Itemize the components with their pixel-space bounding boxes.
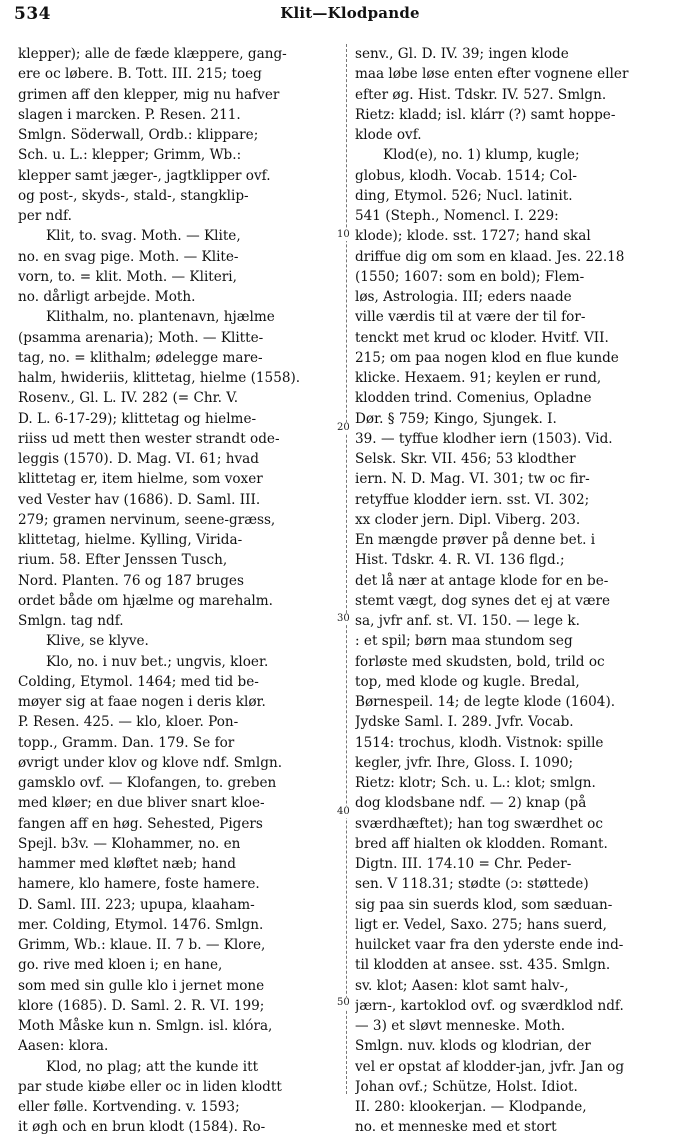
text-line: bred aff hialten ok klodden. Romant. (355, 835, 608, 852)
entry-start-line: Klive, se klyve. (46, 633, 149, 650)
text-line: globus, klodh. Vocab. 1514; Col- (355, 167, 578, 184)
text-line: per ndf. (18, 208, 72, 224)
text-line: hammer med kløftet næb; hand (18, 856, 237, 872)
text-line: klode ovf. (355, 127, 422, 143)
text-line: Digtn. III. 174.10 = Chr. Peder- (355, 856, 572, 872)
text-line: løs, Astrologia. III; eders naade (355, 289, 572, 305)
entry-start-line: Klod, no plag; att the kunde itt (46, 1058, 259, 1075)
text-line: huilcket vaar fra den yderste ende ind- (355, 937, 624, 953)
text-line: stemt vægt, dog synes det ej at være (355, 592, 611, 609)
text-line: 541 (Steph., Nomencl. I. 229: (355, 208, 559, 224)
text-line: 279; gramen nervinum, seene-græss, (18, 511, 276, 528)
text-line: vorn, to. = klit. Moth. — Kliteri, (18, 268, 237, 285)
text-line: (psamma arenaria); Moth. — Klitte- (18, 329, 264, 346)
text-line: D. Saml. III. 223; upupa, klaaham- (18, 896, 255, 913)
text-line: no. dårligt arbejde. Moth. (18, 289, 196, 305)
text-line: senv., Gl. D. IV. 39; ingen klode (355, 46, 569, 62)
entry-start-line: Klit, to. svag. Moth. — Klite, (46, 228, 241, 245)
text-line: 215; om paa nogen klod en flue kunde (355, 349, 619, 366)
text-line: P. Resen. 425. — klo, kloer. Pon- (18, 714, 239, 731)
text-line: Rosenv., Gl. L. IV. 282 (= Chr. V. (18, 390, 239, 407)
text-line: no. et menneske med et stort (355, 1119, 557, 1136)
text-line: kegler, jvfr. Ihre, Gloss. I. 1090; (355, 754, 574, 771)
text-line: Aasen: klora. (18, 1038, 109, 1055)
text-line: leggis (1570). D. Mag. VI. 61; hvad (18, 451, 259, 467)
text-line: jærn-, kartoklod ovf. og sværdklod ndf. (355, 997, 624, 1014)
text-line: klode); klode. sst. 1727; hand skal (355, 228, 591, 245)
text-line: Spejl. b3v. — Klohammer, no. en (18, 835, 241, 852)
text-line: Sch. u. L.: klepper; Grimm, Wb.: (18, 147, 242, 164)
text-line: D. L. 6-17-29); klittetag og hielme- (18, 410, 257, 427)
text-line: retyffue klodder iern. sst. VI. 302; (355, 491, 590, 508)
text-line: Rietz: klotr; Sch. u. L.: klot; smlgn. (355, 775, 596, 791)
text-line: ville værdis til at være der til for- (355, 309, 586, 326)
text-line: ligt er. Vedel, Saxo. 275; hans suerd, (355, 916, 607, 933)
left-column (18, 44, 336, 1138)
text-line: ordet både om hjælme og marehalm. (18, 592, 273, 609)
line-number-marker: 30 (337, 613, 357, 625)
text-line: mer. Colding, Etymol. 1476. Smlgn. (18, 916, 264, 933)
text-line: Moth Måske kun n. Smlgn. isl. klóra, (18, 1018, 273, 1034)
text-line: tag, no. = klithalm; ødelegge mare- (18, 349, 263, 366)
text-line: En mængde prøver på denne bet. i (355, 532, 596, 548)
text-line: og post-, skyds-, stald-, stangklip- (18, 187, 249, 204)
text-line: gamsklo ovf. — Klofangen, to. greben (18, 775, 277, 791)
text-line: som med sin gulle klo i jernet mone (18, 977, 265, 994)
line-number-marker: 20 (337, 422, 357, 434)
text-line: møyer sig at faae nogen i deris klør. (18, 694, 266, 710)
text-line: ere oc løbere. B. Tott. III. 215; toeg (18, 66, 262, 83)
page-number: 534 (14, 4, 51, 24)
text-line: driffue dig om som en klaad. Jes. 22.18 (355, 248, 625, 265)
text-line: Colding, Etymol. 1464; med tid be- (18, 673, 259, 690)
text-line: grimen aff den klepper, mig nu hafver (18, 86, 280, 103)
text-line: Jydske Saml. I. 289. Jvfr. Vocab. (355, 714, 574, 731)
text-line: sværdhæftet); han tog swærdhet oc (355, 815, 603, 832)
text-line: klore (1685). D. Saml. 2. R. VI. 199; (18, 997, 265, 1014)
text-line: Hist. Tdskr. 4. R. VI. 136 flgd.; (355, 552, 565, 569)
text-line: xx cloder jern. Dipl. Viberg. 203. (355, 511, 581, 528)
line-number-marker: 40 (337, 806, 357, 818)
text-line: Dør. § 759; Kingo, Sjungek. I. (355, 410, 557, 427)
entry-start-line: Klod(e), no. 1) klump, kugle; (383, 147, 580, 164)
text-line: go. rive med kloen i; en hane, (18, 957, 223, 974)
text-line: fangen aff en høg. Sehested, Pigers (18, 815, 263, 832)
running-head: Klit—Klodpande (280, 4, 420, 22)
text-line: II. 280: klookerjan. — Klodpande, (355, 1099, 587, 1115)
text-line: sa, jvfr anf. st. VI. 150. — lege k. (355, 613, 580, 629)
entry-start-line: Klo, no. i nuv bet.; ungvis, kloer. (46, 653, 269, 670)
right-column (355, 44, 681, 1138)
text-line: klodden trind. Comenius, Opladne (355, 390, 592, 407)
text-line: 1514: trochus, klodh. Vistnok: spille (355, 734, 604, 751)
text-line: top, med klode og kugle. Bredal, (355, 673, 580, 690)
text-line: 39. — tyffue klodher iern (1503). Vid. (355, 430, 613, 447)
text-line: klicke. Hexaem. 91; keylen er rund, (355, 370, 602, 386)
text-line: vel er opstat af klodder-jan, jvfr. Jan og (355, 1058, 625, 1075)
text-line: tenckt met krud oc kloder. Hvitf. VII. (355, 329, 609, 346)
text-line: it øgh och en brun klodt (1584). Ro- (18, 1119, 266, 1136)
text-line: til klodden at ansee. sst. 435. Smlgn. (355, 957, 611, 974)
text-line: forløste med skudsten, bold, trild oc (355, 653, 605, 670)
text-line: sv. klot; Aasen: klot samt halv-, (355, 977, 569, 994)
text-line: øvrigt under klov og klove ndf. Smlgn. (18, 754, 283, 771)
text-line: maa løbe løse enten efter vognene eller (355, 66, 629, 83)
text-line: Smlgn. nuv. klods og klodrian, der (355, 1038, 591, 1055)
text-line: Børnespeil. 14; de legte klode (1604). (355, 694, 616, 710)
text-line: klepper); alle de fæde klæppere, gang- (18, 46, 287, 62)
text-line: dog klodsbane ndf. — 2) knap (på (355, 795, 587, 812)
text-line: hamere, klo hamere, foste hamere. (18, 876, 260, 893)
text-line: eller følle. Kortvending. v. 1593; (18, 1099, 240, 1115)
text-line: rium. 58. Efter Jenssen Tusch, (18, 552, 228, 569)
line-number-marker: 10 (337, 229, 357, 241)
text-line: Johan ovf.; Schütze, Holst. Idiot. (355, 1078, 578, 1095)
text-line: Nord. Planten. 76 og 187 bruges (18, 572, 244, 589)
text-line: (1550; 1607: som en bold); Flem- (355, 268, 585, 285)
text-line: topp., Gramm. Dan. 179. Se for (18, 734, 235, 751)
text-line: klittetag er, item hielme, som voxer (18, 471, 263, 488)
text-line: Selsk. Skr. VII. 456; 53 klodther (355, 451, 576, 467)
text-line: slagen i marcken. P. Resen. 211. (18, 106, 241, 123)
text-line: halm, hwideriis, klittetag, hielme (1558). (18, 370, 301, 386)
column-divider (346, 44, 348, 1094)
text-line: ding, Etymol. 526; Nucl. latinit. (355, 187, 573, 204)
text-line: sen. V 118.31; stødte (ɔ: støttede) (355, 876, 589, 893)
text-line: riiss ud mett then wester strandt ode- (18, 430, 280, 447)
text-line: sig paa sin suerds klod, som sæduan- (355, 896, 613, 913)
text-line: ved Vester hav (1686). D. Saml. III. (18, 491, 261, 508)
text-line: klittetag, hielme. Kylling, Virida- (18, 532, 243, 548)
text-line: par stude kiøbe eller oc in liden klodtt (18, 1078, 282, 1095)
text-line: klepper samt jæger-, jagtklipper ovf. (18, 167, 271, 184)
text-line: : et spil; børn maa stundom seg (355, 633, 573, 650)
text-line: det lå nær at antage klode for en be- (355, 572, 609, 589)
text-line: efter øg. Hist. Tdskr. IV. 527. Smlgn. (355, 86, 607, 103)
text-line: Rietz: kladd; isl. klárr (?) samt hoppe- (355, 106, 616, 123)
text-line: med kløer; en due bliver snart kloe- (18, 795, 265, 812)
text-line: Smlgn. tag ndf. (18, 613, 124, 629)
text-line: iern. N. D. Mag. VI. 301; tw oc fir- (355, 471, 590, 488)
text-line: Grimm, Wb.: klaue. II. 7 b. — Klore, (18, 937, 266, 953)
entry-start-line: Klithalm, no. plantenavn, hjælme (46, 309, 275, 326)
text-line: Smlgn. Söderwall, Ordb.: klippare; (18, 127, 259, 143)
line-number-marker: 50 (337, 997, 357, 1009)
text-line: — 3) et sløvt menneske. Moth. (355, 1018, 566, 1034)
text-line: no. en svag pige. Moth. — Klite- (18, 248, 239, 265)
